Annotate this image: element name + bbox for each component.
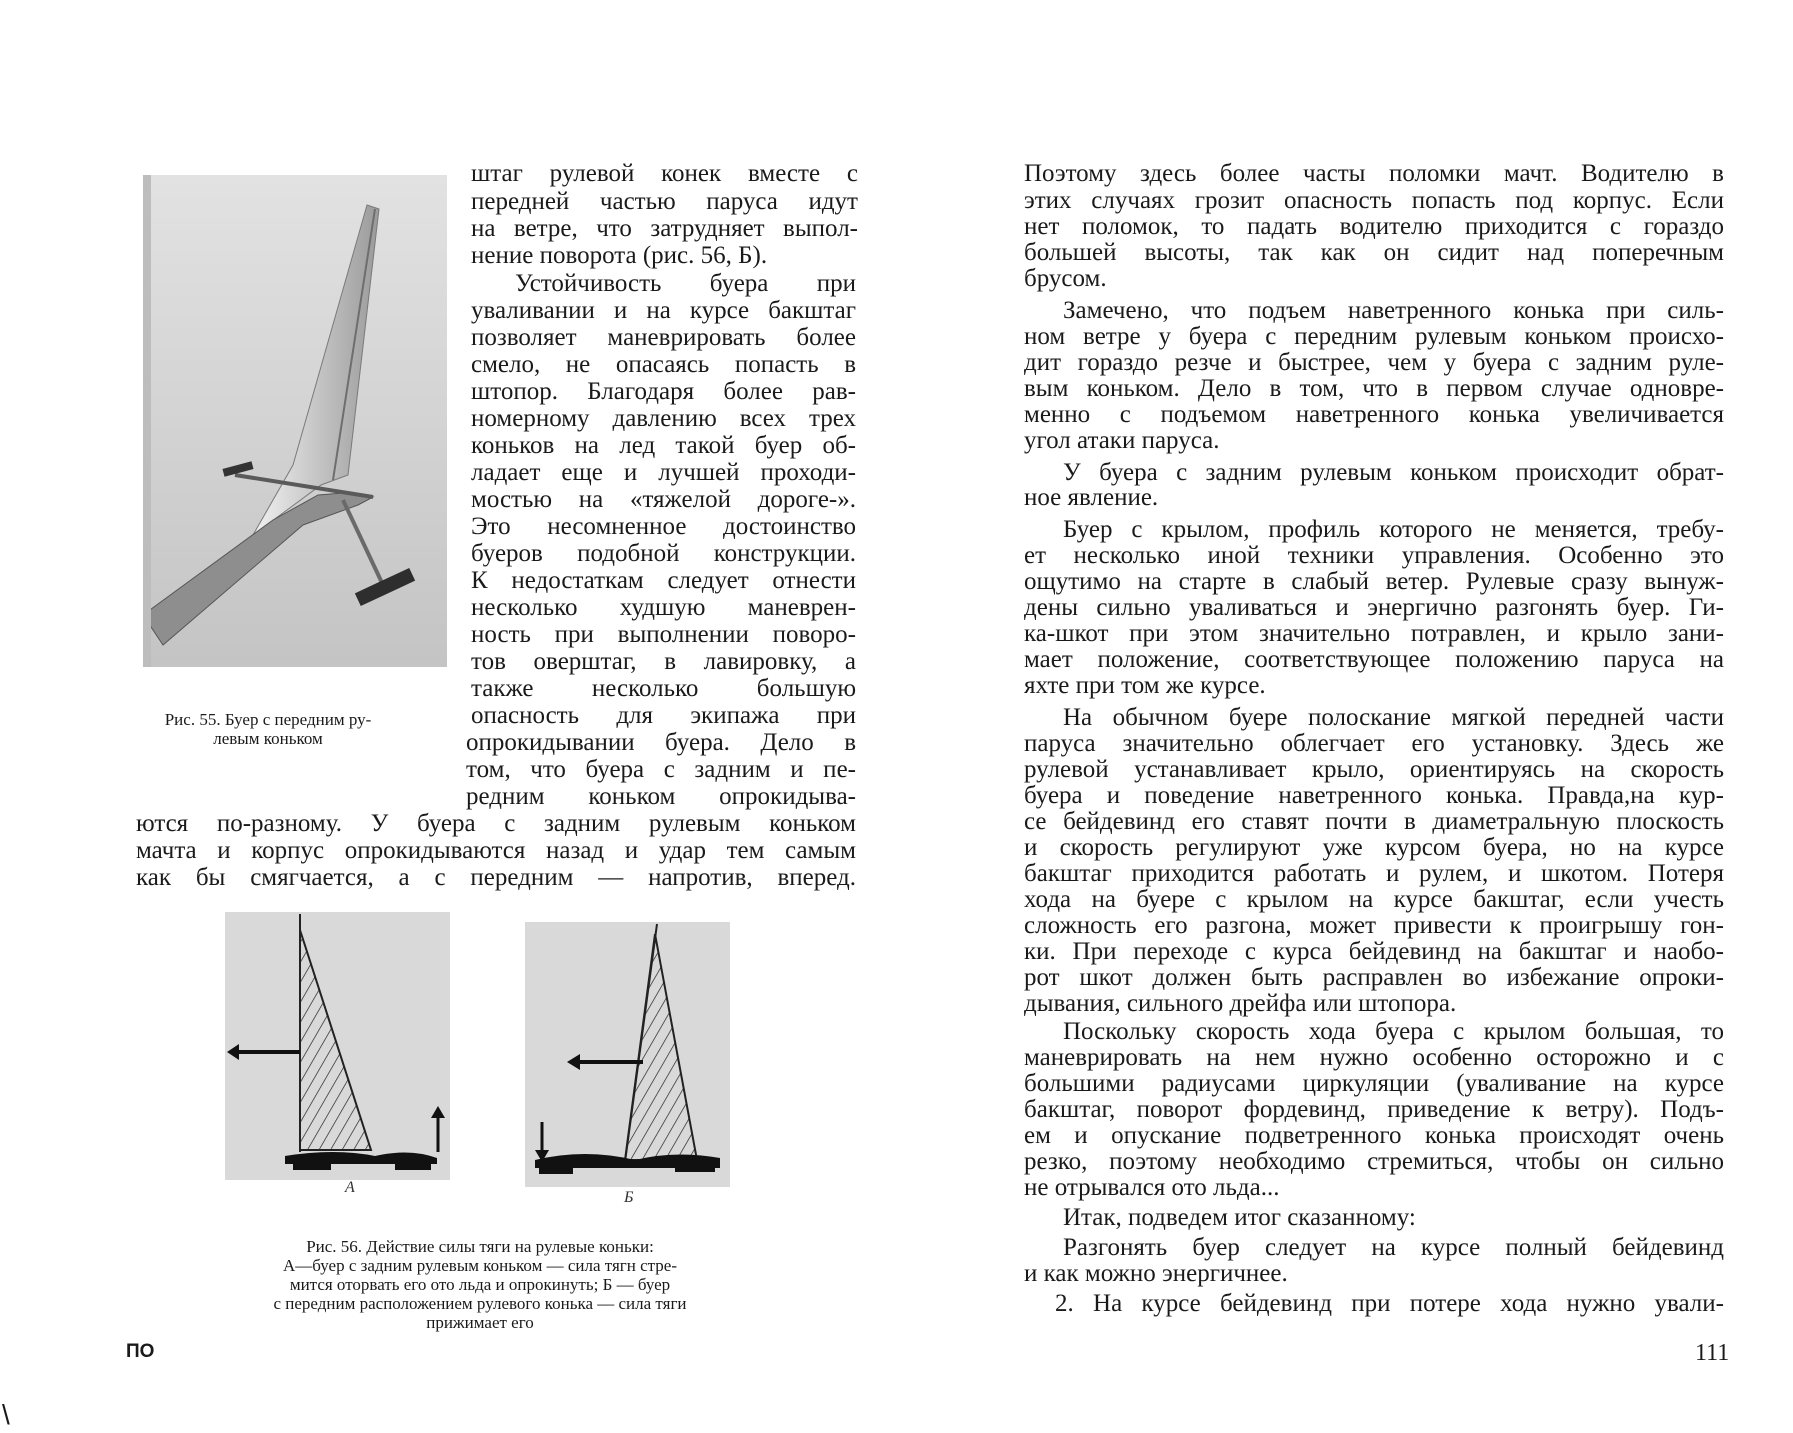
text-line: нение поворота (рис. 56, Б).	[471, 242, 768, 269]
text-line: ки. При переходе с курса бейдевинд на бакштаг и наобо-	[1024, 938, 1724, 965]
text-line: Итак, подведем итог сказанному:	[1063, 1204, 1416, 1231]
text-line: мачта и корпус опрокидываются назад и удар тем самым	[136, 837, 856, 864]
text-line: большими радиусами циркуляции (уваливание на курсе	[1024, 1070, 1724, 1097]
text-line: ем и опускание подветренного конька происходят очень	[1024, 1122, 1724, 1149]
text-line: этих случаях грозит опасность попасть под корпус. Если	[1024, 187, 1724, 214]
fig56-caption-line-2: А—буер с задним рулевым коньком — сила тягн стре-	[282, 1256, 677, 1275]
text-line: ются по-разному. У буера с задним рулевым коньком	[136, 810, 856, 837]
text-line: также несколько большую	[471, 675, 856, 702]
text-line: хода на буере с крылом на курсе бакштаг, если учесть	[1024, 886, 1724, 913]
text-line: бакштаг, поворот фордевинд, приведение к ветру). Подъ-	[1024, 1096, 1724, 1123]
text-line: брусом.	[1024, 265, 1107, 292]
fig55-caption	[108, 710, 428, 748]
text-line: вым коньком. Дело в том, что в первом случае одновре-	[1024, 375, 1724, 402]
text-line: сложность его разгона, может привести к проигрышу гон-	[1024, 912, 1724, 939]
fig56-caption	[220, 1237, 740, 1332]
text-line: У буера с задним рулевым коньком происходит обрат-	[1063, 459, 1724, 486]
text-line: большей высоты, так как он сидит над поперечным	[1024, 239, 1724, 266]
text-line: Буер с крылом, профиль которого не меняется, требу-	[1063, 516, 1724, 543]
text-line: буеров подобной конструкции.	[471, 540, 856, 567]
text-line: не отрывался ото льда...	[1024, 1174, 1280, 1201]
text-line: нет поломок, то падать водителю приходится с гораздо	[1024, 213, 1724, 240]
text-line: яхте при том же курсе.	[1024, 672, 1266, 699]
text-line: дены сильно уваливаться и энергично разгонять буер. Ги-	[1024, 594, 1724, 621]
text-line: маневрировать на нем нужно особенно осторожно и с	[1024, 1044, 1724, 1071]
text-line: Устойчивость буера при	[515, 270, 856, 297]
fig56-diagram-b	[525, 922, 730, 1187]
iceboat-rear-runner-diagram	[225, 912, 450, 1180]
right-page-number: 111	[1695, 1340, 1730, 1366]
text-line: Это несомненное достоинство	[471, 513, 856, 540]
text-line: Поскольку скорость хода буера с крылом большая, то	[1063, 1018, 1724, 1045]
text-line: ощутимо на старте в слабый ветер. Рулевые сразу вынуж-	[1024, 568, 1724, 595]
left-page-number: ПО	[126, 1341, 155, 1362]
text-line: и как можно энергичнее.	[1024, 1260, 1288, 1287]
text-line: штаг рулевой конек вместе с	[471, 160, 858, 187]
iceboat-front-runner-diagram	[525, 922, 730, 1187]
fig55-photo	[143, 175, 447, 667]
text-line: ное явление.	[1024, 484, 1159, 511]
text-line: как бы смягчается, а с передним — напротив, вперед.	[136, 864, 856, 891]
text-line: дывания, сильного дрейфа или штопора.	[1024, 990, 1457, 1017]
text-line: несколько худшую маневрен-	[471, 594, 856, 621]
text-line: менно с подъемом наветренного конька увеличивается	[1024, 401, 1724, 428]
fig56-caption-line-3: мится оторвать его ото льда и опрокинуть; Б — буер	[289, 1275, 671, 1294]
text-line: рулевой устанавливает крыло, ориентируясь на скорость	[1024, 756, 1724, 783]
iceboat-photo	[143, 175, 447, 667]
text-line: коньков на лед такой буер об-	[471, 432, 856, 459]
text-line: паруса значительно облегчает его установку. Здесь же	[1024, 730, 1724, 757]
text-line: ет несколько иной техники управления. Особенно это	[1024, 542, 1724, 569]
text-line: Поэтому здесь более часты поломки мачт. Водителю в	[1024, 160, 1724, 187]
text-line: штопор. Благодаря более рав-	[471, 378, 856, 405]
text-line: угол атаки паруса.	[1024, 427, 1220, 454]
text-line: Замечено, что подъем наветренного конька при силь-	[1063, 297, 1724, 324]
text-line: передней частью паруса идут	[471, 188, 858, 215]
text-line: редним коньком опрокидыва-	[466, 783, 856, 810]
text-line: К недостаткам следует отнести	[471, 567, 856, 594]
text-line: дит гораздо резче и быстрее, чем у буера с задним руле-	[1024, 349, 1724, 376]
text-line: позволяет маневрировать более	[471, 324, 856, 351]
text-line: Разгонять буер следует на курсе полный бейдевинд	[1063, 1234, 1724, 1261]
text-line: опасность для экипажа при	[471, 702, 856, 729]
text-line: том, что буера с задним и пе-	[466, 756, 856, 783]
text-line: буера и поведение наветренного конька. Правда,на кур-	[1024, 782, 1724, 809]
text-line: смело, не опасаясь попасть в	[471, 351, 856, 378]
text-line: уваливании и на курсе бакштаг	[471, 297, 856, 324]
text-line: тов оверштаг, в лавировку, а	[471, 648, 856, 675]
fig56-caption-line-5: прижимает его	[426, 1313, 534, 1332]
text-line: бакштаг приходится работать и рулем, и шкотом. Потеря	[1024, 860, 1724, 887]
text-line: ладает еще и лучшей проходи-	[471, 459, 856, 486]
text-line: се бейдевинд его ставят почти в диаметральную плоскость	[1024, 808, 1724, 835]
margin-mark: \	[2, 1399, 10, 1430]
fig55-caption-line-2: левым коньком	[213, 729, 323, 748]
text-line: резко, поэтому необходимо стремиться, чтобы он сильно	[1024, 1148, 1724, 1175]
text-line: номерному давлению всех трех	[471, 405, 856, 432]
fig56-diagram-a	[225, 912, 450, 1180]
text-line: ном ветре у буера с передним рулевым коньком происхо-	[1024, 323, 1724, 350]
text-line: 2. На курсе бейдевинд при потере хода нужно ували-	[1055, 1290, 1724, 1317]
text-line: ность при выполнении поворо-	[471, 621, 856, 648]
text-line: мостью на «тяжелой дороге-».	[471, 486, 856, 513]
text-line: На обычном буере полоскание мягкой передней части	[1063, 704, 1724, 731]
text-line: ка-шкот при этом значительно потравлен, и крыло зани-	[1024, 620, 1724, 647]
fig55-caption-line-1: Рис. 55. Буер с передним ру-	[164, 710, 372, 729]
fig56-label-a: А	[345, 1179, 355, 1196]
text-line: опрокидывании буера. Дело в	[466, 729, 856, 756]
text-line: рот шкот должен быть расправлен во избежание опроки-	[1024, 964, 1724, 991]
text-line: мает положение, соответствующее положению паруса на	[1024, 646, 1724, 673]
text-line: на ветре, что затрудняет выпол-	[471, 215, 858, 242]
fig56-label-b: Б	[624, 1189, 634, 1206]
text-line: и скорость регулируют уже курсом буера, но на курсе	[1024, 834, 1724, 861]
fig56-caption-line-4: с передним расположением рулевого конька — сила тяги	[273, 1294, 687, 1313]
fig56-caption-line-1: Рис. 56. Действие силы тяги на рулевые коньки:	[306, 1237, 654, 1256]
